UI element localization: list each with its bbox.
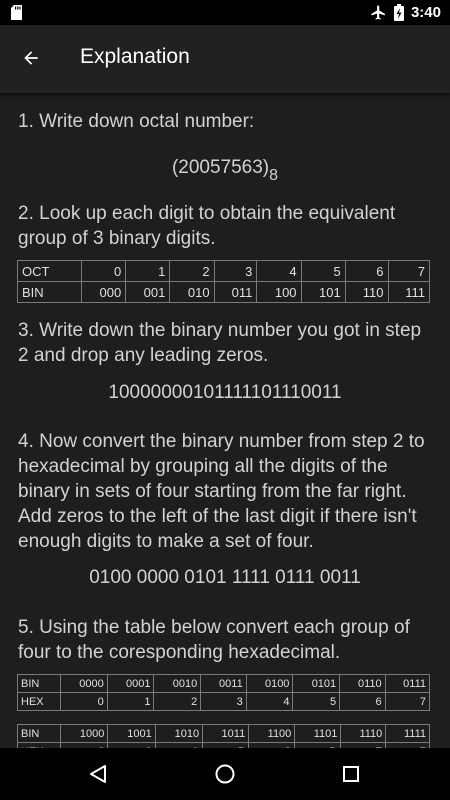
page-title: Explanation bbox=[80, 45, 190, 68]
status-bar bbox=[0, 0, 450, 25]
table-cell: 0011 bbox=[201, 675, 247, 693]
airplane-mode-icon bbox=[370, 4, 387, 21]
table-cell: 2 bbox=[154, 693, 201, 711]
table-cell: 110 bbox=[345, 282, 388, 303]
table-cell: 6 bbox=[340, 693, 386, 711]
table-cell: OCT bbox=[18, 261, 82, 282]
table-cell: 5 bbox=[293, 693, 340, 711]
table-cell: 6 bbox=[345, 261, 388, 282]
table-row bbox=[18, 725, 430, 743]
table-cell: BIN bbox=[18, 725, 61, 743]
table-cell: 0110 bbox=[340, 675, 386, 693]
table-row bbox=[18, 282, 430, 303]
nav-back-button[interactable] bbox=[85, 761, 111, 787]
binary-hex-table-1 bbox=[17, 674, 430, 711]
table-cell: 111 bbox=[388, 282, 429, 303]
table-cell: BIN bbox=[18, 675, 61, 693]
nav-home-button[interactable] bbox=[212, 761, 238, 787]
table-cell: 0000 bbox=[61, 675, 108, 693]
square-recents-icon bbox=[340, 763, 362, 785]
table-cell: 011 bbox=[214, 282, 257, 303]
table-cell: 3 bbox=[214, 261, 257, 282]
table-row bbox=[18, 693, 430, 711]
explanation-content[interactable] bbox=[0, 93, 450, 748]
table-cell: 1011 bbox=[203, 725, 249, 743]
table-cell: 1100 bbox=[249, 725, 295, 743]
table-cell: 1 bbox=[107, 693, 154, 711]
step-4-text: 4. Now convert the binary number from step 2 to hexadecimal by grouping all the digits of the binary in sets of four starting from the far right. Add zeros to the left of the last digit if there isn't enough digits to make a set of four. bbox=[18, 431, 425, 552]
table-cell: 1111 bbox=[386, 725, 430, 743]
nav-recents-button[interactable] bbox=[338, 761, 364, 787]
table-cell: 1001 bbox=[108, 725, 155, 743]
octal-binary-table bbox=[17, 260, 430, 303]
table-cell: 2 bbox=[170, 261, 214, 282]
table-cell: 010 bbox=[170, 282, 214, 303]
table-cell: 0101 bbox=[293, 675, 340, 693]
step-1-text: 1. Write down octal number: bbox=[18, 111, 255, 132]
table-cell: 1010 bbox=[155, 725, 202, 743]
table-cell: 0 bbox=[82, 261, 126, 282]
table-cell: 101 bbox=[301, 282, 345, 303]
table-cell: 4 bbox=[257, 261, 301, 282]
table-cell: 5 bbox=[301, 261, 345, 282]
table-cell: 0001 bbox=[107, 675, 154, 693]
table-cell: HEX bbox=[18, 693, 61, 711]
table-cell: 4 bbox=[246, 693, 293, 711]
octal-number bbox=[0, 157, 450, 185]
table-cell: 0 bbox=[61, 693, 108, 711]
triangle-back-icon bbox=[87, 763, 109, 785]
table-cell: 7 bbox=[388, 261, 429, 282]
octal-base: 8 bbox=[269, 167, 279, 184]
table-row bbox=[18, 675, 430, 693]
table-cell: BIN bbox=[18, 282, 82, 303]
table-cell: 000 bbox=[82, 282, 126, 303]
table-cell: 0010 bbox=[154, 675, 201, 693]
table-cell: 7 bbox=[385, 693, 429, 711]
table-cell: 001 bbox=[126, 282, 170, 303]
table-cell: 0100 bbox=[246, 675, 293, 693]
grouped-binary: 0100 0000 0101 1111 0111 0011 bbox=[89, 567, 361, 588]
app-bar bbox=[0, 25, 450, 93]
binary-number: 10000000101111101110011 bbox=[108, 382, 342, 403]
step-2-text: 2. Look up each digit to obtain the equivalent group of 3 binary digits. bbox=[18, 203, 396, 249]
back-button[interactable] bbox=[14, 41, 48, 75]
table-cell: 1110 bbox=[341, 725, 386, 743]
battery-charging-icon bbox=[394, 4, 404, 21]
table-cell: 1 bbox=[126, 261, 170, 282]
step-3-text: 3. Write down the binary number you got in step 2 and drop any leading zeros. bbox=[18, 320, 422, 366]
table-cell: 1101 bbox=[295, 725, 341, 743]
step-5-text: 5. Using the table below convert each group of four to the coresponding hexadecimal. bbox=[18, 617, 410, 663]
table-cell: 100 bbox=[257, 282, 301, 303]
circle-home-icon bbox=[214, 763, 236, 785]
table-row bbox=[18, 261, 430, 282]
table-cell: 0111 bbox=[385, 675, 429, 693]
navigation-bar bbox=[0, 748, 450, 800]
arrow-back-icon bbox=[21, 48, 41, 68]
sd-card-icon bbox=[11, 5, 22, 20]
status-time: 3:40 bbox=[410, 4, 441, 21]
table-cell: 3 bbox=[201, 693, 247, 711]
table-cell: 1000 bbox=[61, 725, 108, 743]
octal-value: (20057563) bbox=[171, 157, 270, 178]
